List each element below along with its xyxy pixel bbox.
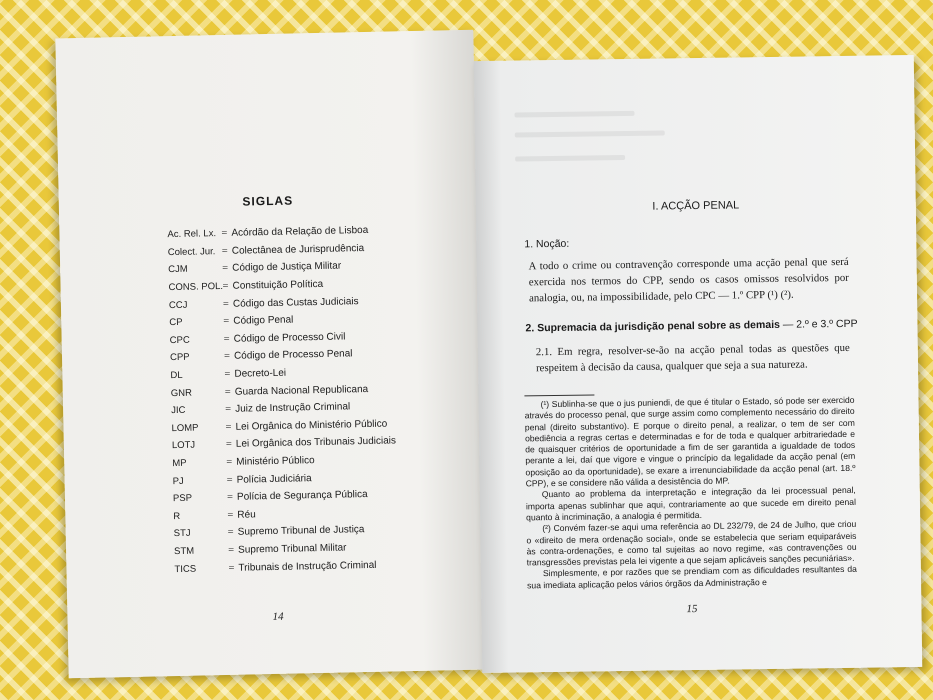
show-through-text: [515, 155, 625, 162]
equals-sign: =: [226, 456, 233, 468]
show-through-text: [515, 130, 665, 137]
equals-sign: =: [223, 316, 230, 328]
abbreviation-code: STJ: [173, 528, 191, 540]
abbreviation-meaning: Código de Processo Penal: [233, 348, 353, 363]
footnotes: [524, 395, 857, 592]
abbreviation-code: R: [173, 510, 181, 522]
equals-sign: =: [223, 333, 230, 345]
abbreviation-list: [167, 220, 474, 578]
footnote-2: (²) Convém fazer-se aqui uma referência ao DL 232/79, de 24 de Julho, que criou o «direito de mera ordenação social», onde se estabelecia que seriam equiparáveis às contra-ordenações, e como tal sujeitas ao novo regime, «as contravenções ou transgressões previstas pela lei vigente a que sejam aplicáveis sanções pecuniárias».: [526, 519, 857, 568]
right-page-number: 15: [686, 603, 698, 616]
equals-sign: =: [221, 228, 228, 240]
abbreviation-code: CCJ: [168, 299, 188, 311]
equals-sign: =: [222, 263, 229, 275]
abbreviation-meaning: Réu: [237, 509, 256, 521]
section-1-heading: 1. Noção:: [524, 237, 570, 251]
abbreviation-meaning: Acórdão da Relação de Lisboa: [231, 225, 369, 240]
abbreviation-code: CPP: [169, 352, 190, 364]
abbreviation-code: Colect. Jur.: [167, 246, 216, 259]
section-2-heading: [525, 318, 857, 335]
equals-sign: =: [228, 544, 235, 556]
abbreviation-code: PSP: [172, 492, 193, 505]
abbreviation-code: STM: [174, 545, 195, 558]
equals-sign: =: [226, 474, 233, 486]
equals-sign: =: [224, 368, 231, 381]
abbreviation-meaning: Ministério Público: [236, 455, 315, 468]
equals-sign: =: [221, 245, 228, 257]
abbreviation-code: MP: [172, 457, 187, 470]
abbreviation-code: CPC: [169, 334, 190, 346]
abbreviation-meaning: Lei Orgânica do Ministério Público: [235, 418, 388, 433]
abbreviation-meaning: Lei Orgânica dos Tribunais Judiciais: [235, 435, 397, 451]
abbreviation-code: CP: [169, 317, 183, 329]
footnote-1-continued: Quanto ao problema da interpretação e integração da lei processual penal, importa apenas sublinhar que aqui, contrariamente ao que sucede em direito penal quanto à incriminação, a analogia é permitida.: [525, 485, 857, 523]
section-2-heading-ref: — 2.º e 3.º CPP: [779, 317, 858, 331]
equals-sign: =: [227, 527, 234, 539]
footnote-2-continued: Simplesmente, e por razões que se prendiam com as dificuldades resultantes da sua imediata aplicação pelos vários órgãos da Administração e: [527, 564, 857, 591]
footnote-1: (¹) Sublinha-se que o jus puniendi, de que é titular o Estado, só pode ser exercido através do processo penal, que surge assim como complemento necessário do direito penal (direito substantivo). E porque o direito penal, a realizar, o tem de ser com obediência a regras certas e determinadas e for de toda e qualquer arbitrariedade e de quaisquer critérios de oportunidade a fim de ser garantida a igualdade de todos perante a lei, daí que vigore e vingue o princípio da legalidade da acção penal (em oposição ao da oportunidade), se exare a irrenunciabilidade da acção penal (art. 18.º CPP), e se considere não válida a desistência do MP.: [524, 394, 856, 489]
siglas-title: SIGLAS: [242, 193, 294, 209]
equals-sign: =: [222, 298, 230, 310]
equals-sign: =: [222, 280, 229, 293]
abbreviation-code: Ac. Rel. Lx.: [167, 228, 217, 241]
equals-sign: =: [225, 439, 232, 451]
section-2-1-paragraph: 2.1. Em regra, resolver-se-ão na acção penal todas as questões que respeitem à decisão da causa, qualquer que seja a sua natureza.: [535, 341, 850, 375]
abbreviation-meaning: Tribunais de Instrução Criminal: [238, 559, 377, 574]
abbreviation-code: LOMP: [171, 422, 199, 434]
equals-sign: =: [227, 509, 234, 521]
abbreviation-meaning: Juiz de Instrução Criminal: [235, 401, 351, 415]
abbreviation-code: JIC: [171, 405, 186, 417]
abbreviation-meaning: Decreto-Lei: [234, 367, 287, 380]
section-1-paragraph: A todo o crime ou contravenção corresponde uma acção penal que será exercida nos termos do CPP, sendo os casos omissos resolvidos por analogia, ou, na impossibilidade, pelo CPC — 1.º CPP (¹) (²).: [528, 255, 849, 305]
abbreviation-code: CJM: [168, 264, 188, 276]
left-page: [55, 30, 486, 679]
abbreviation-code: CONS. POL.: [168, 281, 224, 294]
equals-sign: =: [225, 404, 232, 416]
chapter-title: I. ACÇÃO PENAL: [652, 199, 740, 213]
left-page-number: 14: [272, 610, 284, 624]
equals-sign: =: [228, 562, 235, 574]
abbreviation-meaning: Supremo Tribunal de Justiça: [237, 524, 365, 539]
abbreviation-meaning: Código de Justiça Militar: [232, 260, 342, 275]
equals-sign: =: [223, 351, 231, 363]
abbreviation-meaning: Guarda Nacional Republicana: [234, 383, 369, 398]
abbreviation-meaning: Constituição Política: [232, 278, 324, 292]
abbreviation-meaning: Colectânea de Jurisprudência: [231, 242, 365, 257]
section-2-heading-bold: 2. Supremacia da jurisdição penal sobre as demais: [525, 318, 780, 335]
abbreviation-code: LOTJ: [171, 440, 196, 452]
abbreviation-meaning: Polícia Judiciária: [236, 472, 312, 486]
abbreviation-code: DL: [170, 369, 183, 382]
equals-sign: =: [226, 492, 234, 504]
abbreviation-code: TICS: [174, 563, 197, 575]
abbreviation-meaning: Supremo Tribunal Militar: [237, 542, 347, 556]
right-page: [474, 55, 923, 673]
abbreviation-meaning: Código das Custas Judiciais: [232, 295, 359, 310]
abbreviation-code: GNR: [170, 387, 193, 399]
abbreviation-code: PJ: [172, 475, 184, 487]
equals-sign: =: [224, 386, 231, 398]
show-through-text: [514, 111, 634, 118]
abbreviation-meaning: Polícia de Segurança Pública: [236, 489, 368, 503]
abbreviation-meaning: Código Penal: [233, 314, 294, 328]
footnote-rule: [524, 394, 594, 396]
equals-sign: =: [225, 421, 232, 433]
abbreviation-meaning: Código de Processo Civil: [233, 331, 346, 345]
